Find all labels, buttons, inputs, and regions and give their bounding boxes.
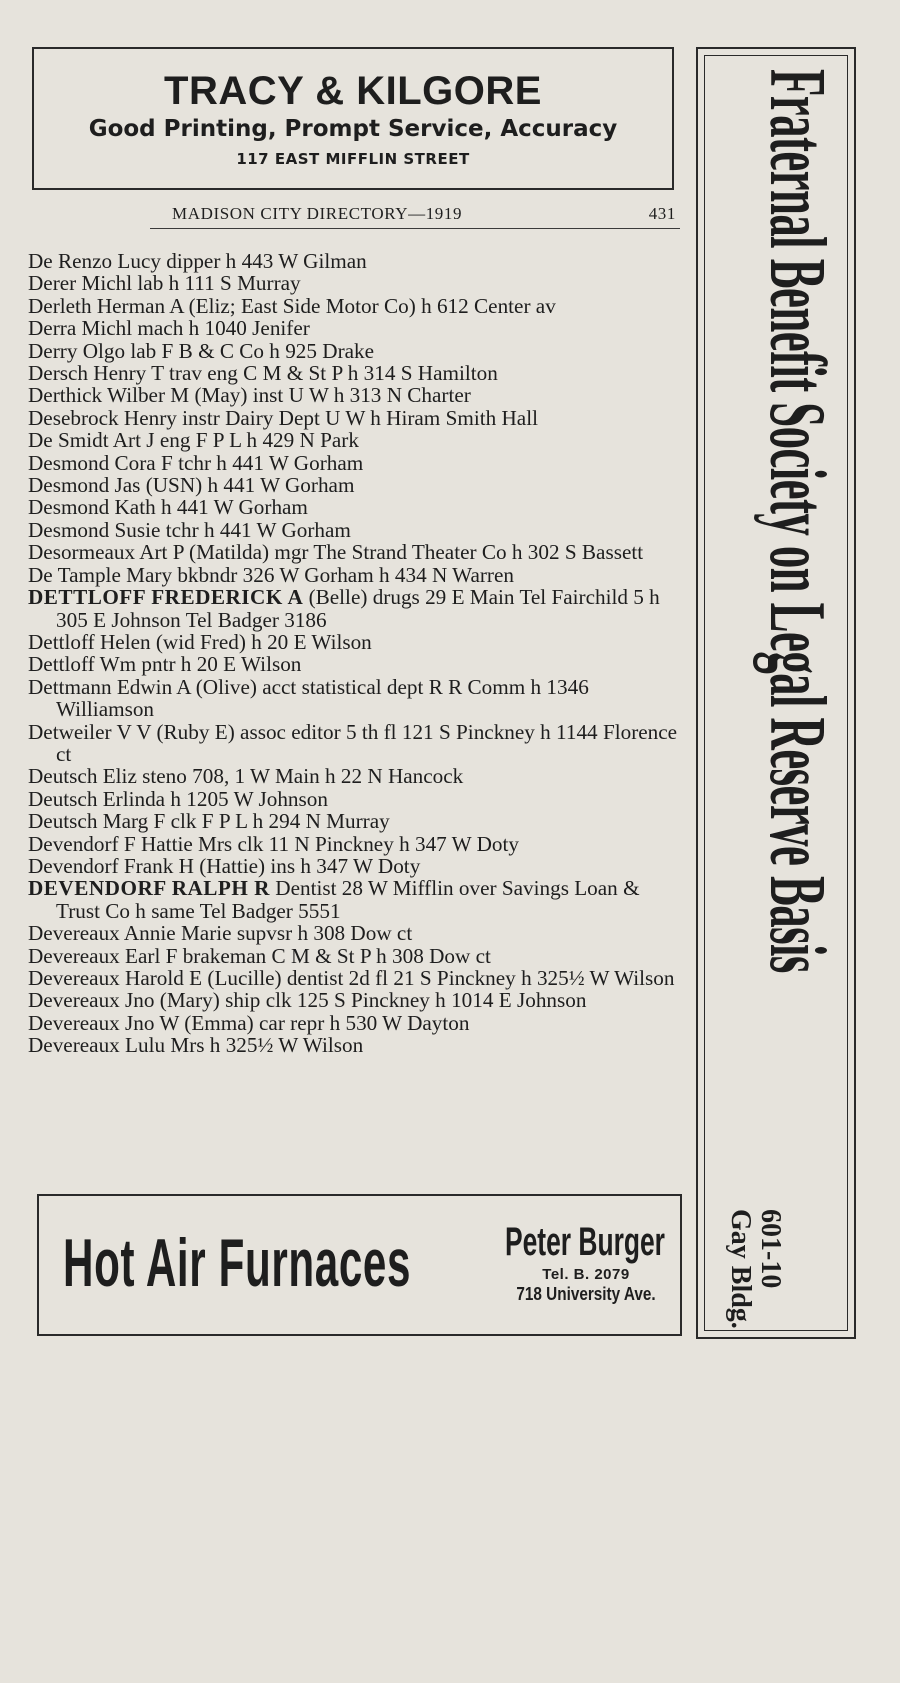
entry-text: (Belle) drugs 29 E Main Tel Fairchild 5 h 305 E Johnson Tel Badger 3186 [56, 585, 660, 632]
directory-entry [28, 429, 684, 451]
entry-text: Desebrock Henry instr Dairy Dept U W h Hiram Smith Hall [28, 405, 538, 430]
directory-entry [28, 989, 684, 1011]
directory-entry [28, 519, 684, 541]
directory-entry [28, 407, 684, 429]
directory-entry [28, 765, 684, 787]
entry-text: De Renzo Lucy dipper h 443 W Gilman [28, 249, 367, 273]
ad-firm-name: TRACY & KILGORE [164, 69, 542, 113]
entry-text: Deutsch Eliz steno 708, 1 W Main h 22 N Hancock [28, 764, 464, 789]
entry-text: Devereaux Annie Marie supvsr h 308 Dow ct [28, 921, 413, 946]
entry-text: Deutsch Erlinda h 1205 W Johnson [28, 786, 328, 811]
side-ad-office [724, 1209, 784, 1369]
entry-text: Desmond Susie tchr h 441 W Gorham [28, 517, 351, 542]
entry-bold-name: DETTLOFF FREDERICK A [28, 585, 304, 610]
side-ad-office-building: Gay Bldg. [725, 1209, 756, 1329]
directory-entry [28, 1012, 684, 1034]
entry-text: Dentist 28 W Mifflin over Savings Loan & Trust Co h same Tel Badger 5551 [56, 876, 640, 923]
directory-entry [28, 250, 684, 272]
directory-entry [28, 945, 684, 967]
directory-entry [28, 810, 684, 832]
entry-text: Devendorf F Hattie Mrs clk 11 N Pinckney h 347 W Doty [28, 831, 519, 856]
entry-text: Derer Michl lab h 111 S Murray [28, 271, 301, 296]
directory-entry [28, 1034, 684, 1056]
top-advertisement [32, 47, 674, 190]
directory-entry [28, 452, 684, 474]
entry-text: Dettloff Helen (wid Fred) h 20 E Wilson [28, 629, 372, 654]
directory-entry [28, 295, 684, 317]
directory-entry [28, 855, 684, 877]
directory-entry [28, 631, 684, 653]
entry-text: Devereaux Jno W (Emma) car repr h 530 W Dayton [28, 1010, 470, 1035]
entry-text: Devereaux Lulu Mrs h 325½ W Wilson [28, 1033, 364, 1058]
directory-entry [28, 474, 684, 496]
entry-text: De Smidt Art J eng F P L h 429 N Park [28, 428, 359, 453]
ad-business-name: Peter Burger [505, 1220, 665, 1264]
entry-bold-name: DEVENDORF RALPH R [28, 876, 270, 901]
running-head [150, 204, 680, 229]
side-ad-slogan-text: Fraternal Benefit Society on Legal Reserve Basis [753, 69, 841, 973]
directory-entry [28, 496, 684, 518]
entry-text: Desormeaux Art P (Matilda) mgr The Strand Theater Co h 302 S Bassett [28, 540, 644, 565]
ad-address: 117 EAST MIFFLIN STREET [236, 150, 470, 168]
entry-text: Detweiler V V (Ruby E) assoc editor 5 th fl 121 S Pinckney h 1144 Florence ct [28, 719, 678, 766]
directory-entry [28, 676, 684, 721]
directory-entry [28, 922, 684, 944]
side-advertisement [696, 47, 856, 1339]
entry-text: Desmond Kath h 441 W Gorham [28, 495, 308, 520]
directory-entry [28, 384, 684, 406]
directory-entry [28, 541, 684, 563]
directory-entry [28, 721, 684, 766]
entry-text: Derry Olgo lab F B & C Co h 925 Drake [28, 338, 375, 363]
ad-street-address: 718 University Ave. [516, 1284, 656, 1304]
entry-text: Devendorf Frank H (Hattie) ins h 347 W Doty [28, 853, 421, 878]
ad-headline: Hot Air Furnaces [63, 1225, 412, 1301]
side-ad-office-number: 601-10 [755, 1209, 786, 1289]
directory-entry [28, 833, 684, 855]
directory-entry [28, 362, 684, 384]
ad-telephone: Tel. B. 2079 [542, 1266, 630, 1283]
directory-entry [28, 967, 684, 989]
entry-text: Derleth Herman A (Eliz; East Side Motor Co) h 612 Center av [28, 293, 556, 318]
entry-text: Desmond Cora F tchr h 441 W Gorham [28, 450, 364, 475]
entry-text: Devereaux Jno (Mary) ship clk 125 S Pinckney h 1014 E Johnson [28, 988, 587, 1013]
directory-entry [28, 788, 684, 810]
side-ad-slogan [752, 69, 842, 1189]
directory-entry [28, 877, 684, 922]
entry-text: Derra Michl mach h 1040 Jenifer [28, 316, 310, 341]
entry-text: Devereaux Harold E (Lucille) dentist 2d fl 21 S Pinckney h 325½ W Wilson [28, 966, 675, 990]
directory-entry [28, 586, 684, 631]
entry-text: Desmond Jas (USN) h 441 W Gorham [28, 473, 355, 498]
entry-text: Deutsch Marg F clk F P L h 294 N Murray [28, 809, 390, 834]
directory-entry [28, 317, 684, 339]
entry-text: Devereaux Earl F brakeman C M & St P h 308 Dow ct [28, 943, 491, 968]
ad-slogan: Good Printing, Prompt Service, Accuracy [88, 116, 618, 142]
page-number: 431 [648, 204, 676, 223]
entry-text: Dettloff Wm pntr h 20 E Wilson [28, 652, 302, 677]
directory-entry [28, 272, 684, 294]
directory-entry [28, 653, 684, 675]
directory-entry [28, 564, 684, 586]
bottom-advertisement [37, 1194, 682, 1336]
entry-text: Dersch Henry T trav eng C M & St P h 314 S Hamilton [28, 361, 498, 386]
entry-text: Derthick Wilber M (May) inst U W h 313 N Charter [28, 383, 471, 408]
directory-entries [28, 250, 684, 1057]
entry-text: Dettmann Edwin A (Olive) acct statistical dept R R Comm h 1346 Williamson [28, 674, 589, 722]
directory-entry [28, 340, 684, 362]
directory-title: MADISON CITY DIRECTORY—1919 [172, 204, 463, 223]
entry-text: De Tample Mary bkbndr 326 W Gorham h 434 N Warren [28, 562, 514, 587]
